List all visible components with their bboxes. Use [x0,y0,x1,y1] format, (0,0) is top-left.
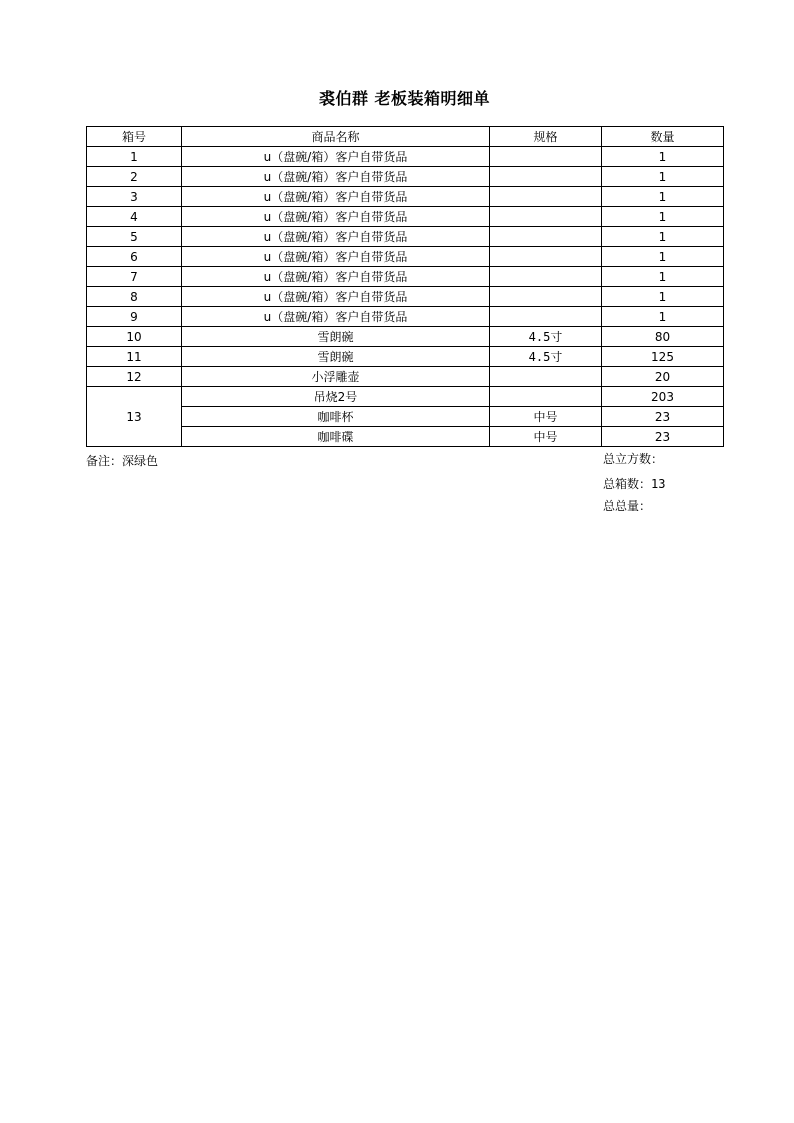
total-boxes-label: 总箱数： [603,477,652,491]
name-cell: u（盘碗/箱）客户自带货品 [182,147,490,167]
qty-cell: 125 [602,347,724,367]
column-header-name: 商品名称 [182,127,490,147]
table-row [87,287,724,307]
remarks-note: 备注：深绿色 [86,454,159,468]
table-row [87,187,724,207]
table-row [87,307,724,327]
box-cell: 10 [87,327,182,347]
table-row [87,227,724,247]
total-boxes-value: 13 [651,477,666,491]
name-cell: u（盘碗/箱）客户自带货品 [182,227,490,247]
qty-cell: 23 [602,427,724,447]
name-cell: u（盘碗/箱）客户自带货品 [182,207,490,227]
spec-cell: 4.5寸 [490,327,602,347]
spec-cell [490,287,602,307]
spec-cell [490,187,602,207]
table-header-row [87,127,724,147]
table-row [87,267,724,287]
spec-cell [490,307,602,327]
name-cell: u（盘碗/箱）客户自带货品 [182,287,490,307]
spec-cell [490,267,602,287]
spec-cell: 中号 [490,427,602,447]
qty-cell: 1 [602,207,724,227]
total-boxes [603,475,665,492]
box-cell: 4 [87,207,182,227]
box-cell: 6 [87,247,182,267]
box-cell: 1 [87,147,182,167]
name-cell: 咖啡杯 [182,407,490,427]
spec-cell [490,207,602,227]
table-row [87,407,724,427]
spec-cell: 中号 [490,407,602,427]
total-volume-label: 总立方数： [603,452,664,466]
name-cell: u（盘碗/箱）客户自带货品 [182,307,490,327]
qty-cell: 1 [602,287,724,307]
box-cell-merged: 13 [87,387,182,447]
qty-cell: 1 [602,187,724,207]
name-cell: 雪朗碗 [182,347,490,367]
name-cell: 小浮雕壶 [182,367,490,387]
qty-cell: 1 [602,147,724,167]
qty-cell: 80 [602,327,724,347]
name-cell: u（盘碗/箱）客户自带货品 [182,267,490,287]
box-cell: 11 [87,347,182,367]
spec-cell [490,147,602,167]
spec-cell: 4.5寸 [490,347,602,367]
spec-cell [490,227,602,247]
spec-cell [490,367,602,387]
name-cell: 雪朗碗 [182,327,490,347]
spec-cell [490,387,602,407]
total-weight [603,497,651,514]
table-row [87,427,724,447]
name-cell: u（盘碗/箱）客户自带货品 [182,247,490,267]
total-volume [603,450,663,467]
name-cell: u（盘碗/箱）客户自带货品 [182,187,490,207]
spec-cell [490,167,602,187]
page-title: 裘伯群 老板装箱明细单 [318,89,491,108]
qty-cell: 23 [602,407,724,427]
box-cell: 3 [87,187,182,207]
qty-cell: 203 [602,387,724,407]
qty-cell: 1 [602,247,724,267]
total-weight-label: 总总量： [603,499,652,513]
column-header-box: 箱号 [87,127,182,147]
qty-cell: 20 [602,367,724,387]
table-row [87,247,724,267]
qty-cell: 1 [602,267,724,287]
qty-cell: 1 [602,307,724,327]
box-cell: 8 [87,287,182,307]
table-row [87,347,724,367]
name-cell: 吊烧2号 [182,387,490,407]
table-row [87,167,724,187]
column-header-qty: 数量 [602,127,724,147]
packing-table [86,126,724,447]
box-cell: 5 [87,227,182,247]
table-row [87,367,724,387]
table-row [87,207,724,227]
qty-cell: 1 [602,167,724,187]
table-row [87,147,724,167]
box-cell: 9 [87,307,182,327]
box-cell: 7 [87,267,182,287]
box-cell: 12 [87,367,182,387]
box-cell: 2 [87,167,182,187]
spec-cell [490,247,602,267]
qty-cell: 1 [602,227,724,247]
column-header-spec: 规格 [490,127,602,147]
table-row [87,327,724,347]
name-cell: 咖啡碟 [182,427,490,447]
name-cell: u（盘碗/箱）客户自带货品 [182,167,490,187]
table-row [87,387,724,407]
